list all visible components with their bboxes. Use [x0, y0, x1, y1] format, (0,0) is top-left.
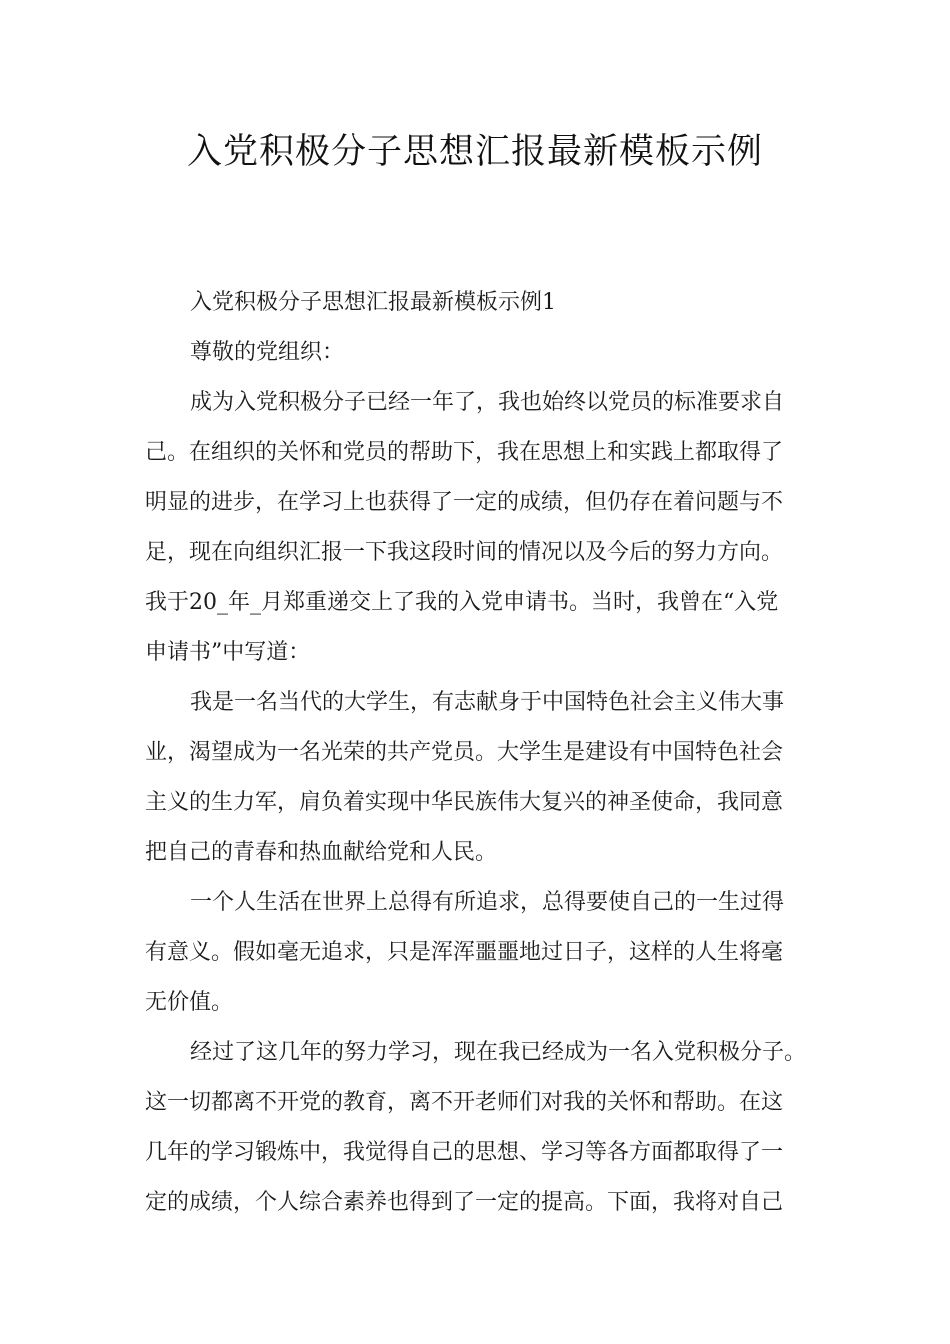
- text-line: 己。在组织的关怀和党员的帮助下，我在思想上和实践上都取得了: [145, 440, 784, 465]
- text-line: 把自己的青春和热血献给党和人民。: [145, 840, 498, 865]
- text-line: 入党积极分子思想汇报最新模板示例1: [190, 290, 556, 315]
- text-line: 一个人生活在世界上总得有所追求，总得要使自己的一生过得: [190, 890, 785, 915]
- text-line: 主义的生力军，肩负着实现中华民族伟大复兴的神圣使命，我同意: [145, 790, 784, 815]
- text-line: 申请书”中写道：: [145, 640, 311, 665]
- text-line: 有意义。假如毫无追求，只是浑浑噩噩地过日子，这样的人生将毫: [145, 940, 784, 965]
- text-line: 明显的进步，在学习上也获得了一定的成绩，但仍存在着问题与不: [145, 490, 784, 515]
- text-line: 定的成绩，个人综合素养也得到了一定的提高。下面，我将对自己: [145, 1190, 784, 1215]
- text-line: 我于20_年_月郑重递交上了我的入党申请书。当时，我曾在“入党: [145, 590, 779, 615]
- text-line: 经过了这几年的努力学习，现在我已经成为一名入党积极分子。: [190, 1040, 807, 1065]
- document-body: [145, 278, 815, 1228]
- text-line: 成为入党积极分子已经一年了，我也始终以党员的标准要求自: [190, 390, 785, 415]
- text-line: 足，现在向组织汇报一下我这段时间的情况以及今后的努力方向。: [145, 540, 784, 565]
- document-title: 入党积极分子思想汇报最新模板示例: [186, 132, 763, 172]
- text-line: 尊敬的党组织：: [190, 340, 345, 365]
- text-line: 几年的学习锻炼中，我觉得自己的思想、学习等各方面都取得了一: [145, 1140, 784, 1165]
- text-line: 这一切都离不开党的教育，离不开老师们对我的关怀和帮助。在这: [145, 1090, 784, 1115]
- text-line: 我是一名当代的大学生，有志献身于中国特色社会主义伟大事: [190, 690, 785, 715]
- text-line: 业，渴望成为一名光荣的共产党员。大学生是建设有中国特色社会: [145, 740, 784, 765]
- text-line: 无价值。: [145, 990, 234, 1015]
